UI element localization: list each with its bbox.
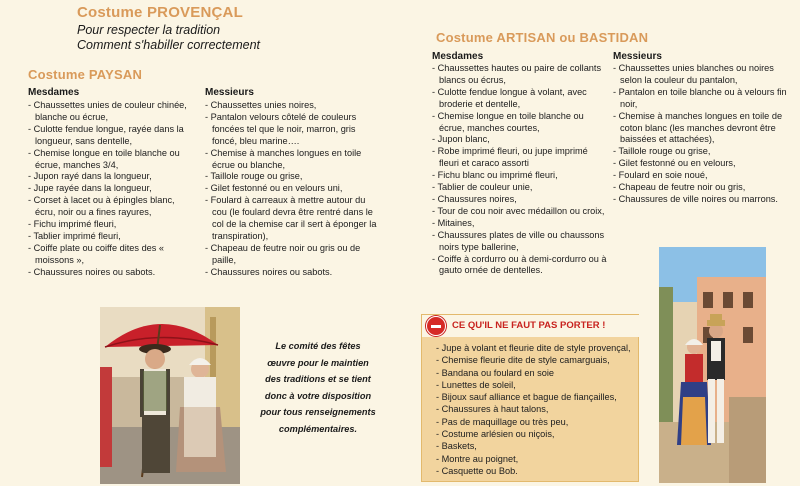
artisan-couple-illustration bbox=[659, 247, 766, 483]
paysan-messieurs-heading: Messieurs bbox=[205, 87, 254, 98]
paysan-couple-illustration bbox=[100, 307, 240, 484]
provencal-title bbox=[77, 4, 243, 21]
list-item: - Bandana ou foulard en soie bbox=[436, 367, 636, 379]
list-item: - Lunettes de soleil, bbox=[436, 379, 636, 391]
list-item: - Jupon blanc, bbox=[432, 134, 610, 146]
list-item: - Chapeau de feutre noir ou gris, bbox=[613, 182, 788, 194]
list-item: - Corset à lacet ou à épingles blanc, écru, noir ou a fines rayures, bbox=[28, 195, 188, 219]
artisan-mesdames-list bbox=[432, 63, 610, 277]
warning-list bbox=[436, 342, 636, 477]
paysan-title-prefix: Costume bbox=[28, 67, 89, 82]
artisan-mesdames-heading: Mesdames bbox=[432, 51, 484, 62]
list-item: - Casquette ou Bob. bbox=[436, 465, 636, 477]
list-item: - Gilet festonné ou en velours, bbox=[613, 158, 788, 170]
list-item: - Chapeau de feutre noir ou gris ou de paille, bbox=[205, 243, 377, 267]
list-item: - Taillole rouge ou grise, bbox=[613, 146, 788, 158]
list-item: - Tablier de couleur unie, bbox=[432, 182, 610, 194]
list-item: - Robe imprimé fleuri, ou jupe imprimé fleuri et caraco assorti bbox=[432, 146, 610, 170]
artisan-mesdames bbox=[432, 51, 610, 277]
list-item: - Chemise à manches longues en toile écrue ou blanche, bbox=[205, 148, 377, 172]
list-item: - Chemise fleurie dite de style camarguais, bbox=[436, 354, 636, 366]
list-item: - Chemise longue en toile blanche ou écrue, manches 3/4, bbox=[28, 148, 188, 172]
list-item: - Chemise longue en toile blanche ou écrue, manches courtes, bbox=[432, 111, 610, 135]
list-item: - Chaussettes unies de couleur chinée, blanche ou écrue, bbox=[28, 100, 188, 124]
tagline-1: Pour respecter la tradition bbox=[77, 23, 221, 37]
list-item: - Chaussures noires, bbox=[432, 194, 610, 206]
paysan-messieurs bbox=[205, 87, 377, 279]
quote-line: complémentaires. bbox=[278, 423, 358, 434]
list-item: - Montre au poignet, bbox=[436, 453, 636, 465]
paysan-mesdames bbox=[28, 87, 188, 279]
paysan-couple-photo bbox=[100, 307, 240, 484]
list-item: - Taillole rouge ou grise, bbox=[205, 171, 377, 183]
list-item: - Pantalon velours côtelé de couleurs foncées tel que le noir, marron, gris foncé, bleu marine…. bbox=[205, 112, 377, 148]
comite-quote bbox=[248, 338, 388, 437]
artisan-title-prefix: Costume bbox=[436, 30, 497, 45]
artisan-title-strong: ARTISAN ou BASTIDAN bbox=[496, 30, 649, 45]
list-item: - Tablier imprimé fleuri, bbox=[28, 231, 188, 243]
list-item: - Chaussures noires ou sabots. bbox=[28, 267, 188, 279]
quote-line: pour tous renseignements bbox=[260, 407, 376, 417]
tagline-2: Comment s'habiller correctement bbox=[77, 38, 261, 52]
list-item: - Fichu imprimé fleuri, bbox=[28, 219, 188, 231]
list-item: - Gilet festonné ou en velours uni, bbox=[205, 183, 377, 195]
artisan-title bbox=[436, 30, 648, 45]
quote-line: des traditions et se tient bbox=[265, 374, 371, 384]
artisan-messieurs bbox=[613, 51, 788, 206]
list-item: - Fichu blanc ou imprimé fleuri, bbox=[432, 170, 610, 182]
list-item: - Pas de maquillage ou très peu, bbox=[436, 416, 636, 428]
list-item: - Chaussures plates de ville ou chaussons noirs type ballerine, bbox=[432, 230, 610, 254]
paysan-mesdames-list bbox=[28, 100, 188, 279]
artisan-messieurs-heading: Messieurs bbox=[613, 51, 662, 62]
list-item: - Jupe à volant et fleurie dite de style provençal, bbox=[436, 342, 636, 354]
list-item: - Chaussettes hautes ou paire de collants blancs ou écrus, bbox=[432, 63, 610, 87]
list-item: - Mitaines, bbox=[432, 218, 610, 230]
artisan-messieurs-list bbox=[613, 63, 788, 206]
list-item: - Coiffe plate ou coiffe dites des « moissons », bbox=[28, 243, 188, 267]
list-item: - Tour de cou noir avec médaillon ou croix, bbox=[432, 206, 610, 218]
list-item: - Jupon rayé dans la longueur, bbox=[28, 171, 188, 183]
list-item: - Culotte fendue longue à volant, avec broderie et dentelle, bbox=[432, 87, 610, 111]
list-item: - Costume arlésien ou niçois, bbox=[436, 428, 636, 440]
paysan-title bbox=[28, 67, 142, 82]
provencal-title-prefix: Costume bbox=[77, 4, 147, 21]
list-item: - Foulard en soie noué, bbox=[613, 170, 788, 182]
list-item: - Bijoux sauf alliance et bague de fiançailles, bbox=[436, 391, 636, 403]
paysan-title-strong: PAYSAN bbox=[88, 67, 143, 82]
quote-line: œuvre pour le maintien bbox=[267, 357, 369, 368]
list-item: - Chemise à manches longues en toile de coton blanc (les manches devront être baissées et attachées), bbox=[613, 111, 788, 147]
list-item: - Jupe rayée dans la longueur, bbox=[28, 183, 188, 195]
list-item: - Baskets, bbox=[436, 440, 636, 452]
no-entry-icon bbox=[426, 316, 446, 336]
artisan-couple-photo bbox=[659, 247, 766, 483]
list-item: - Foulard à carreaux à mettre autour du cou (le foulard devra être rentré dans le col de la chemise car il sert à éponger la transpiration), bbox=[205, 195, 377, 243]
paysan-messieurs-list bbox=[205, 100, 377, 279]
list-item: - Chaussettes unies blanches ou noires selon la couleur du pantalon, bbox=[613, 63, 788, 87]
quote-line: Le comité des fêtes bbox=[275, 341, 361, 351]
list-item: - Chaussettes unies noires, bbox=[205, 100, 377, 112]
list-item: - Chaussures de ville noires ou marrons. bbox=[613, 194, 788, 206]
list-item: - Chaussures noires ou sabots. bbox=[205, 267, 377, 279]
provencal-title-strong: PROVENÇAL bbox=[146, 4, 243, 21]
quote-line: donc à votre disposition bbox=[264, 390, 372, 401]
warning-box bbox=[421, 314, 639, 482]
list-item: - Coiffe à cordurro ou à demi-cordurro ou à gauto ornée de dentelles. bbox=[432, 254, 610, 278]
paysan-mesdames-heading: Mesdames bbox=[28, 87, 80, 98]
warning-title: CE QU'IL NE FAUT PAS PORTER ! bbox=[452, 320, 606, 331]
warning-header bbox=[422, 315, 640, 337]
list-item: - Pantalon en toile blanche ou à velours fin noir, bbox=[613, 87, 788, 111]
list-item: - Chaussures à haut talons, bbox=[436, 403, 636, 415]
list-item: - Culotte fendue longue, rayée dans la longueur, sans dentelle, bbox=[28, 124, 188, 148]
